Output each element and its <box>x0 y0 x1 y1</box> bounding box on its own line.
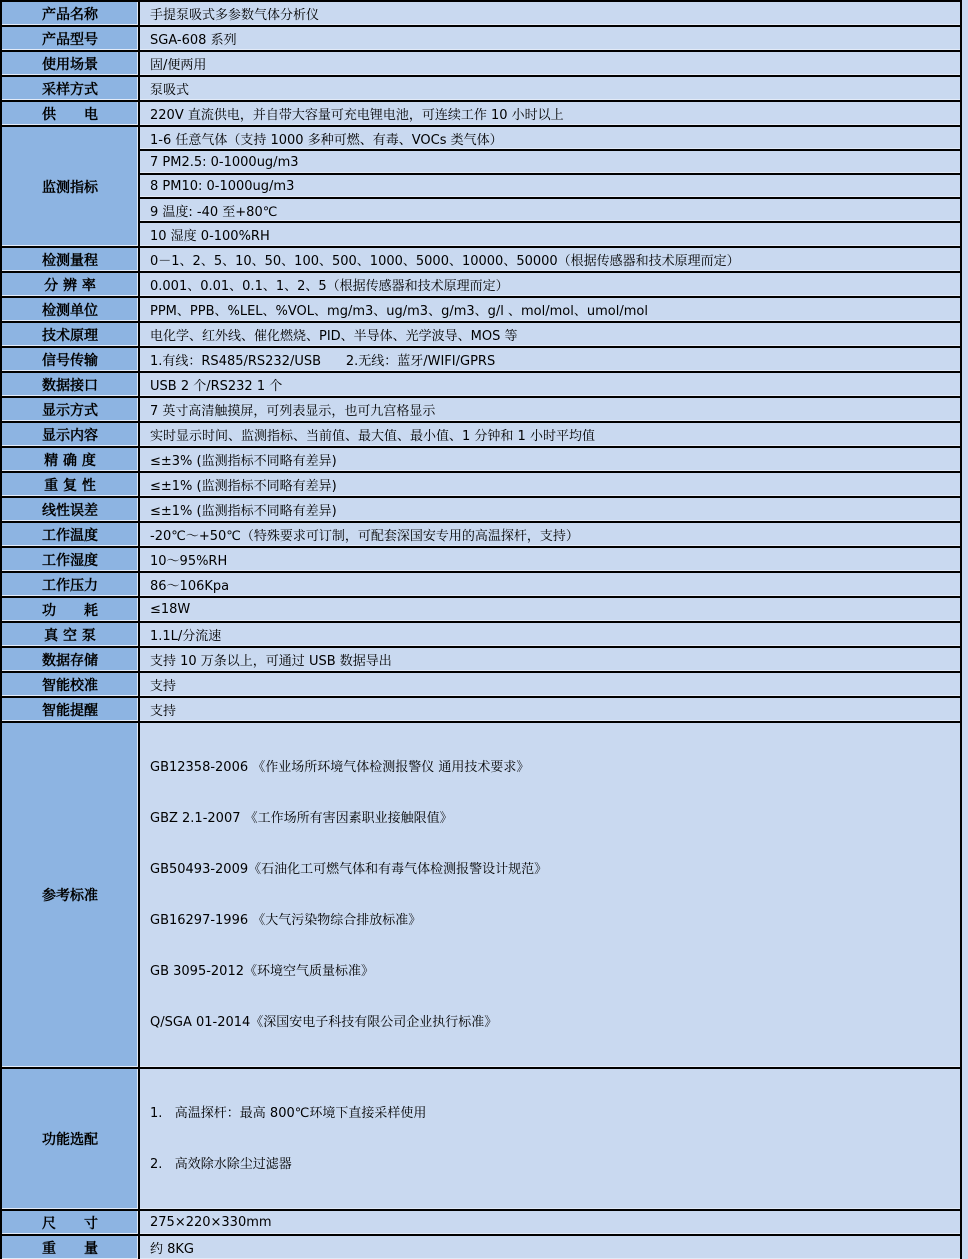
spec-row-reference-standards <box>2 723 960 1069</box>
spec-label: 产品型号 <box>2 27 140 50</box>
spec-row-smart-reminder <box>2 698 960 723</box>
spec-label: 采样方式 <box>2 77 140 100</box>
spec-value: 支持 10 万条以上，可通过 USB 数据导出 <box>140 648 960 671</box>
spec-label: 功 耗 <box>2 598 140 621</box>
spec-value: 1.1L/分流速 <box>140 623 960 646</box>
spec-value: 支持 <box>140 698 960 721</box>
spec-label: 检测单位 <box>2 298 140 321</box>
spec-row-working-humidity <box>2 548 960 573</box>
spec-row-vacuum-pump <box>2 623 960 648</box>
spec-label: 重 复 性 <box>2 473 140 496</box>
spec-row-display-mode <box>2 398 960 423</box>
spec-value: 支持 <box>140 673 960 696</box>
spec-label: 检测量程 <box>2 248 140 271</box>
spec-row-power-supply <box>2 102 960 127</box>
spec-value: 275×220×330mm <box>140 1211 960 1234</box>
spec-value: 电化学、红外线、催化燃烧、PID、半导体、光学波导、MOS 等 <box>140 323 960 346</box>
spec-subvalue: 9 温度: -40 至+80℃ <box>140 199 960 223</box>
spec-row-detection-range <box>2 248 960 273</box>
spec-row-smart-calibration <box>2 673 960 698</box>
spec-label: 监测指标 <box>2 127 140 246</box>
spec-label: 使用场景 <box>2 52 140 75</box>
spec-value: ≤±3% (监测指标不同略有差异) <box>140 448 960 471</box>
spec-label: 参考标准 <box>2 723 140 1067</box>
spec-row-display-content <box>2 423 960 448</box>
spec-row-optional-features <box>2 1069 960 1211</box>
spec-value: ≤±1% (监测指标不同略有差异) <box>140 498 960 521</box>
standard-line: GB50493-2009《石油化工可燃气体和有毒气体检测报警设计规范》 <box>150 862 548 877</box>
spec-value: ≤18W <box>140 598 960 621</box>
spec-row-accuracy <box>2 448 960 473</box>
spec-value-multiline <box>140 723 960 1067</box>
spec-row-dimensions <box>2 1211 960 1236</box>
standard-line: GB 3095-2012《环境空气质量标准》 <box>150 964 374 979</box>
spec-label: 供 电 <box>2 102 140 125</box>
spec-value: 220V 直流供电，并自带大容量可充电锂电池，可连续工作 10 小时以上 <box>140 102 960 125</box>
spec-value: ≤±1% (监测指标不同略有差异) <box>140 473 960 496</box>
spec-subrows <box>140 127 960 246</box>
spec-value: USB 2 个/RS232 1 个 <box>140 373 960 396</box>
spec-value: 1.有线：RS485/RS232/USB 2.无线：蓝牙/WIFI/GPRS <box>140 348 960 371</box>
spec-label: 功能选配 <box>2 1069 140 1209</box>
standard-line: Q/SGA 01-2014《深国安电子科技有限公司企业执行标准》 <box>150 1015 498 1030</box>
spec-value: 约 8KG <box>140 1236 960 1259</box>
spec-row-monitor-indicators <box>2 127 960 248</box>
spec-label: 智能提醒 <box>2 698 140 721</box>
spec-row-usage-scene <box>2 52 960 77</box>
spec-subvalue: 8 PM10: 0-1000ug/m3 <box>140 175 960 199</box>
spec-value: 10～95%RH <box>140 548 960 571</box>
spec-row-units <box>2 298 960 323</box>
spec-row-repeatability <box>2 473 960 498</box>
spec-value: 7 英寸高清触摸屏，可列表显示，也可九宫格显示 <box>140 398 960 421</box>
spec-row-working-pressure <box>2 573 960 598</box>
spec-label: 信号传输 <box>2 348 140 371</box>
spec-subvalue: 7 PM2.5: 0-1000ug/m3 <box>140 151 960 175</box>
spec-value: PPM、PPB、%LEL、%VOL、mg/m3、ug/m3、g/m3、g/l 、mol/mol、umol/mol <box>140 298 960 321</box>
spec-row-product-name <box>2 2 960 27</box>
spec-row-sampling <box>2 77 960 102</box>
standard-line: GBZ 2.1-2007 《工作场所有害因素职业接触限值》 <box>150 811 453 826</box>
spec-label: 显示方式 <box>2 398 140 421</box>
spec-row-weight <box>2 1236 960 1259</box>
spec-value-multiline <box>140 1069 960 1209</box>
spec-value: 0.001、0.01、0.1、1、2、5（根据传感器和技术原理而定） <box>140 273 960 296</box>
spec-row-data-interface <box>2 373 960 398</box>
option-line: 1. 高温探杆：最高 800℃环境下直接采样使用 <box>150 1106 427 1121</box>
spec-subvalue: 1-6 任意气体（支持 1000 多种可燃、有毒、VOCs 类气体） <box>140 127 960 151</box>
spec-value: 实时显示时间、监测指标、当前值、最大值、最小值、1 分钟和 1 小时平均值 <box>140 423 960 446</box>
spec-row-working-temperature <box>2 523 960 548</box>
spec-value: 泵吸式 <box>140 77 960 100</box>
spec-label: 精 确 度 <box>2 448 140 471</box>
spec-label: 产品名称 <box>2 2 140 25</box>
spec-row-tech-principle <box>2 323 960 348</box>
standard-line: GB16297-1996 《大气污染物综合排放标准》 <box>150 913 422 928</box>
spec-label: 尺 寸 <box>2 1211 140 1234</box>
option-line: 2. 高效除水除尘过滤器 <box>150 1157 292 1172</box>
spec-value: 0－1、2、5、10、50、100、500、1000、5000、10000、50000（根据传感器和技术原理而定） <box>140 248 960 271</box>
spec-row-linearity-error <box>2 498 960 523</box>
spec-label: 智能校准 <box>2 673 140 696</box>
spec-row-model <box>2 27 960 52</box>
spec-label: 真 空 泵 <box>2 623 140 646</box>
spec-label: 显示内容 <box>2 423 140 446</box>
spec-label: 分 辨 率 <box>2 273 140 296</box>
spec-value: 86～106Kpa <box>140 573 960 596</box>
spec-value: 固/便两用 <box>140 52 960 75</box>
spec-label: 重 量 <box>2 1236 140 1259</box>
standard-line: GB12358-2006 《作业场所环境气体检测报警仪 通用技术要求》 <box>150 760 530 775</box>
spec-label: 工作湿度 <box>2 548 140 571</box>
spec-label: 数据存储 <box>2 648 140 671</box>
spec-label: 工作温度 <box>2 523 140 546</box>
spec-label: 数据接口 <box>2 373 140 396</box>
spec-row-signal-transmission <box>2 348 960 373</box>
spec-row-data-storage <box>2 648 960 673</box>
spec-value: SGA-608 系列 <box>140 27 960 50</box>
spec-label: 线性误差 <box>2 498 140 521</box>
spec-label: 技术原理 <box>2 323 140 346</box>
spec-row-resolution <box>2 273 960 298</box>
spec-subvalue: 10 湿度 0-100%RH <box>140 223 960 246</box>
spec-label: 工作压力 <box>2 573 140 596</box>
spec-value: 手提泵吸式多参数气体分析仪 <box>140 2 960 25</box>
spec-value: -20℃～+50℃（特殊要求可订制，可配套深国安专用的高温探杆，支持） <box>140 523 960 546</box>
spec-row-power-consumption <box>2 598 960 623</box>
